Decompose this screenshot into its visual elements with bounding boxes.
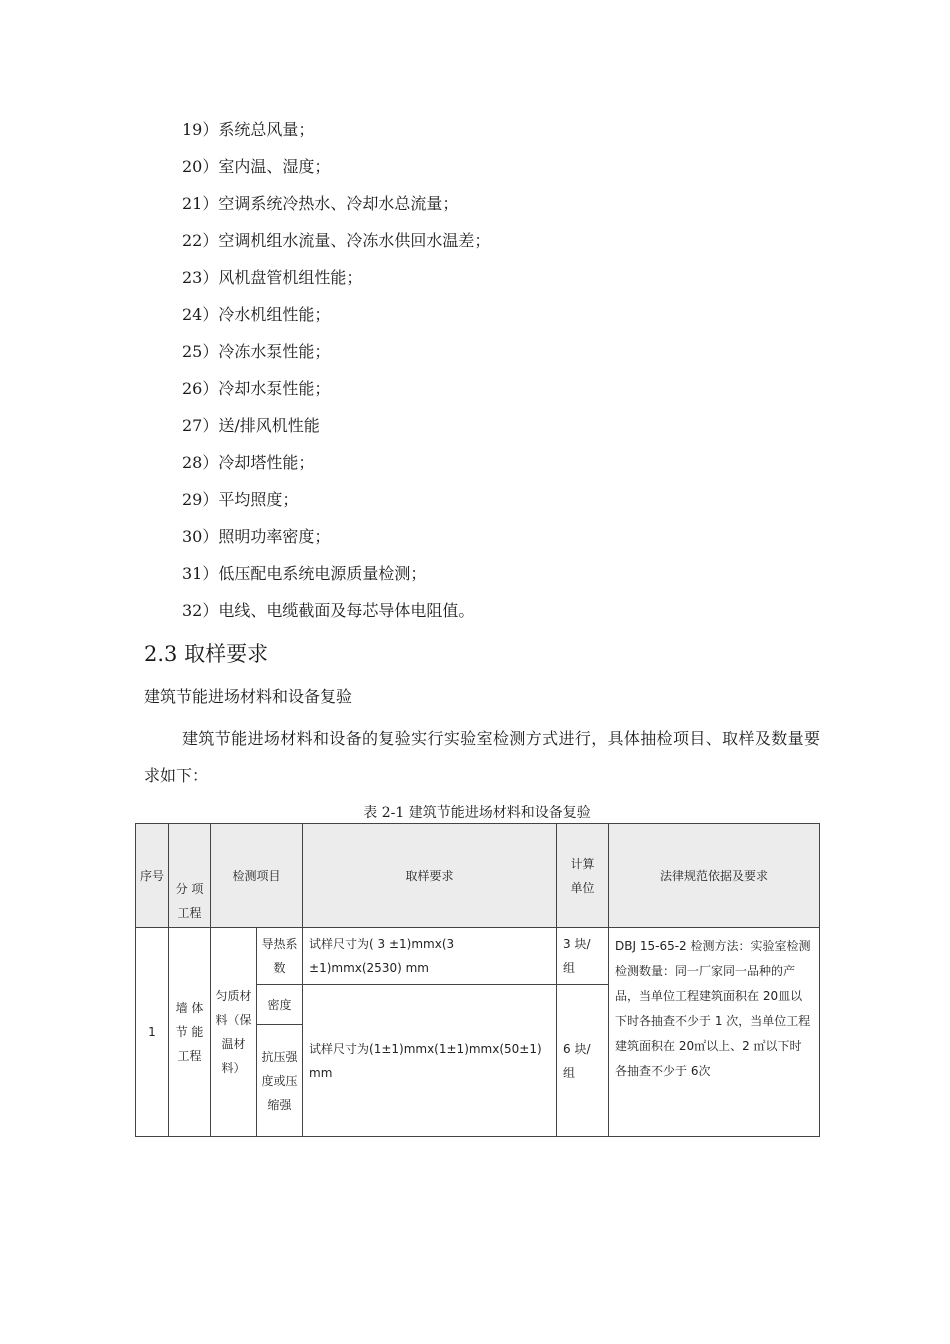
list-item: 31）低压配电系统电源质量检测； (182, 564, 427, 583)
row-sampling-2: 试样尺寸为(1±1)mmx(1±1)mmx(50±1) mm (303, 985, 557, 1137)
intro-paragraph: 建筑节能进场材料和设备的复验实行实验室检测方式进行，具体抽检项目、取样及数量要求如下： (144, 729, 820, 785)
list-item: 32）电线、电缆截面及每芯导体电阻值。 (182, 601, 475, 620)
row-item-compressive: 抗压强度或压缩强 (257, 1025, 303, 1137)
row-item-density: 密度 (257, 985, 303, 1025)
header-unit: 计算 单位 (557, 824, 609, 928)
row-item-thermal: 导热系数 (257, 928, 303, 985)
row-seq: 1 (136, 928, 169, 1137)
header-test-item: 检测项目 (211, 824, 303, 928)
row-basis: DBJ 15-65-2 检测方法：实验室检测 检测数量：同一厂家同一品种的产品，当单位工程建筑面积在 20皿以下时各抽查不少于 1 次，当单位工程建筑面积在 20㎡以上、2 ㎡以下时各抽查不少于 6次 (609, 928, 820, 1137)
spec-table (135, 823, 820, 1137)
row-sub-project: 墙 体 节 能 工程 (169, 928, 211, 1137)
row-unit-1: 3 块/组 (557, 928, 609, 985)
list-item: 24）冷水机组性能； (182, 305, 331, 324)
header-basis: 法律规范依据及要求 (609, 824, 820, 928)
table-caption: 表 2-1 建筑节能进场材料和设备复验 (363, 805, 591, 821)
table-row (136, 928, 820, 985)
list-item: 20）室内温、湿度； (182, 157, 331, 176)
list-item: 22）空调机组水流量、冷冻水供回水温差； (182, 231, 491, 250)
sub-heading: 建筑节能进场材料和设备复验 (144, 687, 353, 706)
row-material: 匀质材料（保温材料） (211, 928, 257, 1137)
list-item: 25）冷冻水泵性能； (182, 342, 331, 361)
header-sub-project: 分 项 工程 (169, 824, 211, 928)
list-item: 27）送/排风机性能 (182, 416, 320, 435)
list-item: 19）系统总风量； (182, 120, 315, 139)
row-sampling-1: 试样尺寸为( 3 ±1)mmx(3 ±1)mmx(2530) mm (303, 928, 557, 985)
list-item: 29）平均照度； (182, 490, 299, 509)
header-sampling: 取样要求 (303, 824, 557, 928)
header-seq: 序号 (136, 824, 169, 928)
list-item: 26）冷却水泵性能； (182, 379, 331, 398)
list-item: 23）风机盘管机组性能； (182, 268, 363, 287)
section-heading: 2.3 取样要求 (144, 642, 269, 666)
list-item: 30）照明功率密度； (182, 527, 331, 546)
list-item: 21）空调系统冷热水、冷却水总流量； (182, 194, 459, 213)
table-header-row (136, 824, 820, 928)
row-unit-2: 6 块/组 (557, 985, 609, 1137)
list-item: 28）冷却塔性能； (182, 453, 315, 472)
